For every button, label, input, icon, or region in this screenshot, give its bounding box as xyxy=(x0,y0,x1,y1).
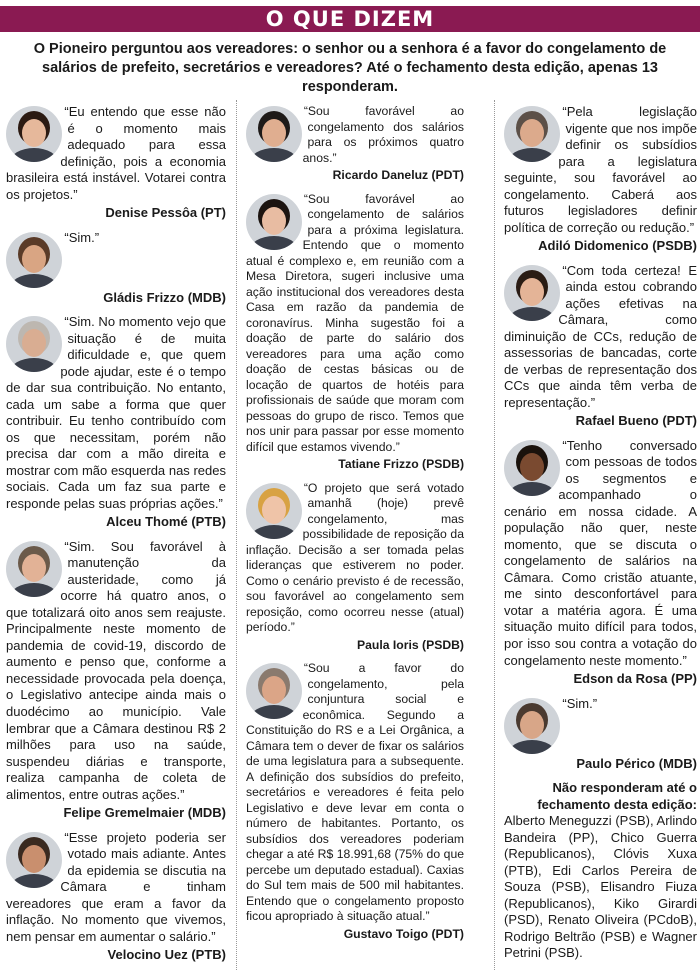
no-answer-box xyxy=(504,780,697,962)
quote-text: “Pela legislação vigente que nos impõe definir os subsídios para a legislatura seguinte, sou favorável ao congelamento. Caberá aos futuros legisladores definir política de correção ou redução.” xyxy=(504,104,697,235)
portrait-photo xyxy=(504,698,560,754)
councillor-name: Edson da Rosa (PP) xyxy=(573,671,697,687)
portrait-photo xyxy=(6,106,62,162)
quote-text: “Eu entendo que esse não é o momento mais adequado para essa definição, pois a economia brasileira está instável. Votarei contra os projetos.” xyxy=(6,104,226,202)
intro-text: O Pioneiro perguntou aos vereadores: o senhor ou a senhora é a favor do congelamento de salários de prefeito, secretários e vereadores? Até o fechamento desta edição, apenas 13 responderam. xyxy=(33,41,667,95)
quote-text: “Sou a favor do congelamento, pela conjuntura social e econômica. Segundo a Constituição do RS e a Lei Orgânica, a Câmara tem o dever de fixar os salários de uma legislatura para a subsequente. A definição dos subsídios do prefeito, secretários e vereadores é feita pelo Legislativo e deve levar em conta o número de habitantes. Portanto, os subsídios dos vereadores poderiam chegar a até R$ 18.991,68 (75% do que percebe um deputado estadual). Caxias do Sul tem mais de 500 mil habitantes. Entendo que o congelamento proposto ficou apropriado à situação atual.” xyxy=(246,661,464,923)
portrait-photo xyxy=(504,265,560,321)
quote-entry xyxy=(6,539,226,822)
quote-entry xyxy=(504,263,697,430)
column-1 xyxy=(6,104,226,972)
column-2 xyxy=(246,104,464,950)
portrait-photo xyxy=(6,832,62,888)
quote-text: “Sim.” xyxy=(64,229,100,245)
portrait-photo xyxy=(246,483,302,539)
portrait-photo xyxy=(246,106,302,162)
councillor-name: Velocino Uez (PTB) xyxy=(107,947,226,963)
quote-entry xyxy=(246,192,464,473)
quote-entry xyxy=(504,104,697,255)
councillor-name: Paulo Périco (MDB) xyxy=(576,755,697,771)
no-answer-title: Não responderam até o fechamento desta edição: xyxy=(537,780,697,812)
quote-entry xyxy=(246,661,464,942)
portrait-photo xyxy=(6,232,62,288)
quote-text: “Tenho conversado com pessoas de todos os segmentos e acompanhado o cenário em nossa cidade. A população não quer, neste momento, que se discuta o congelamento de salários na Câmara. Como cristão atuante, me sinto desconfortável para votar a matéria agora. É uma situação muito difícil para todos, por isso sou contra a votação do congelamento neste momento.” xyxy=(504,437,697,668)
column-3 xyxy=(504,104,697,970)
quote-entry xyxy=(504,438,697,688)
quote-entry xyxy=(246,104,464,184)
portrait-photo xyxy=(504,106,560,162)
quote-text: “Sim. Sou favorável à manutenção da austeridade, como já ocorre há quatro anos, o que totalizará oito anos sem reajuste. Principalmente neste momento de pandemia de covid-19, discordo de aumento e penso que, conforme a necessidade provocada pela doença, o Legislativo antecipe ainda mais o duodécimo ao município. Vale lembrar que a Câmara destinou R$ 2 milhões para uso na saúde, suspendeu diárias e transporte, realiza campanha de coleta de alimentos, entre outras ações.” xyxy=(6,538,226,802)
section-banner xyxy=(0,6,700,32)
councillor-name: Rafael Bueno (PDT) xyxy=(575,413,697,429)
quote-text: “Sim.” xyxy=(562,695,598,711)
portrait-photo xyxy=(504,440,560,496)
column-divider xyxy=(494,100,495,970)
portrait-photo xyxy=(6,541,62,597)
quote-text: “Sou favorável ao congelamento dos salários para os próximos quatro anos.” xyxy=(302,104,464,165)
quote-entry xyxy=(246,481,464,654)
section-title: O QUE DIZEM xyxy=(265,7,435,31)
councillor-name: Alceu Thomé (PTB) xyxy=(106,514,226,530)
quote-text: “Sou favorável ao congelamento de salários para a próxima legislatura. Entendo que o momento atual é complexo e, em reunião com a Mesa Diretora, sugeri inclusive uma ação institucional dos vereadores desta Casa em razão da pandemia de coronavírus. Minha sugestão foi a doação de parte do salário dos vereadores para uma ação como doação de cestas básicas ou de locação de quartos de hotéis para profissionais de saúde que moram com pessoas do grupo de risco. Temos que nos unir para passar por esse momento difícil que estamos vivendo.” xyxy=(246,191,464,454)
councillor-name: Paula Ioris (PSDB) xyxy=(356,637,464,652)
portrait-photo xyxy=(246,663,302,719)
councillor-name: Adiló Didomenico (PSDB) xyxy=(538,238,697,254)
portrait-photo xyxy=(6,316,62,372)
portrait-photo xyxy=(246,194,302,250)
quote-text: “Esse projeto poderia ser votado mais adiante. Antes da epidemia se discutia na Câmara e tinham vereadores que eram a favor da inflação. No momento que vivemos, nem pensar em aumentar o salário.” xyxy=(6,829,226,944)
councillor-name: Gládis Frizzo (MDB) xyxy=(103,289,226,305)
no-answer-list: Alberto Meneguzzi (PSB), Arlindo Bandeira (PP), Chico Guerra (Republicanos), Clóvis Xuxa (PTB), Edi Carlos Pereira de Souza (PSB), Elisandro Fiuza (Republicanos), Kiko Girardi (PSD), Renato Oliveira (PCdoB), Rodrigo Beltrão (PSB) e Wagner Petrini (PSB). xyxy=(504,813,697,961)
councillor-name: Denise Pessôa (PT) xyxy=(105,205,226,221)
councillor-name: Ricardo Daneluz (PDT) xyxy=(332,168,464,182)
councillor-name: Gustavo Toigo (PDT) xyxy=(343,926,464,941)
quote-entry xyxy=(6,230,226,307)
councillor-name: Tatiane Frizzo (PSDB) xyxy=(338,457,464,471)
quote-entry xyxy=(6,104,226,222)
councillor-name: Felipe Gremelmaier (MDB) xyxy=(63,805,226,821)
quote-entry xyxy=(504,696,697,773)
quote-text: “Com toda certeza! E ainda estou cobrando ações efetivas na Câmara, como diminuição de CCs, redução de assessorias de bancadas, corte de verbas de representação dos CCs que ainda têm verba de representação.” xyxy=(504,262,697,410)
quote-text: “O projeto que será votado amanhã (hoje) prevê congelamento, mas possibilidade de reposição da inflação. Decisão a ser tomada pelas lideranças que estiverem no poder. Como o cenário previsto é de recessão, sou favorável ao congelamento sem reposição, como ocorreu nesse (atual) período.” xyxy=(246,480,464,634)
quote-entry xyxy=(6,314,226,531)
quote-entry xyxy=(6,830,226,964)
quote-text: “Sim. No momento vejo que situação é de muita dificuldade e, que quem pode ajudar, este é o tempo de dar sua contribuição. No entanto, cada um sabe a forma que quer contribuir. Eu tenho contribuído com os que necessitam, porém não precisa dar com a mão direita e mostrar com mão esquerda nas redes sociais. Cada um faz sua parte e responde pelas suas próprias ações.” xyxy=(6,314,226,511)
column-divider xyxy=(236,100,237,970)
